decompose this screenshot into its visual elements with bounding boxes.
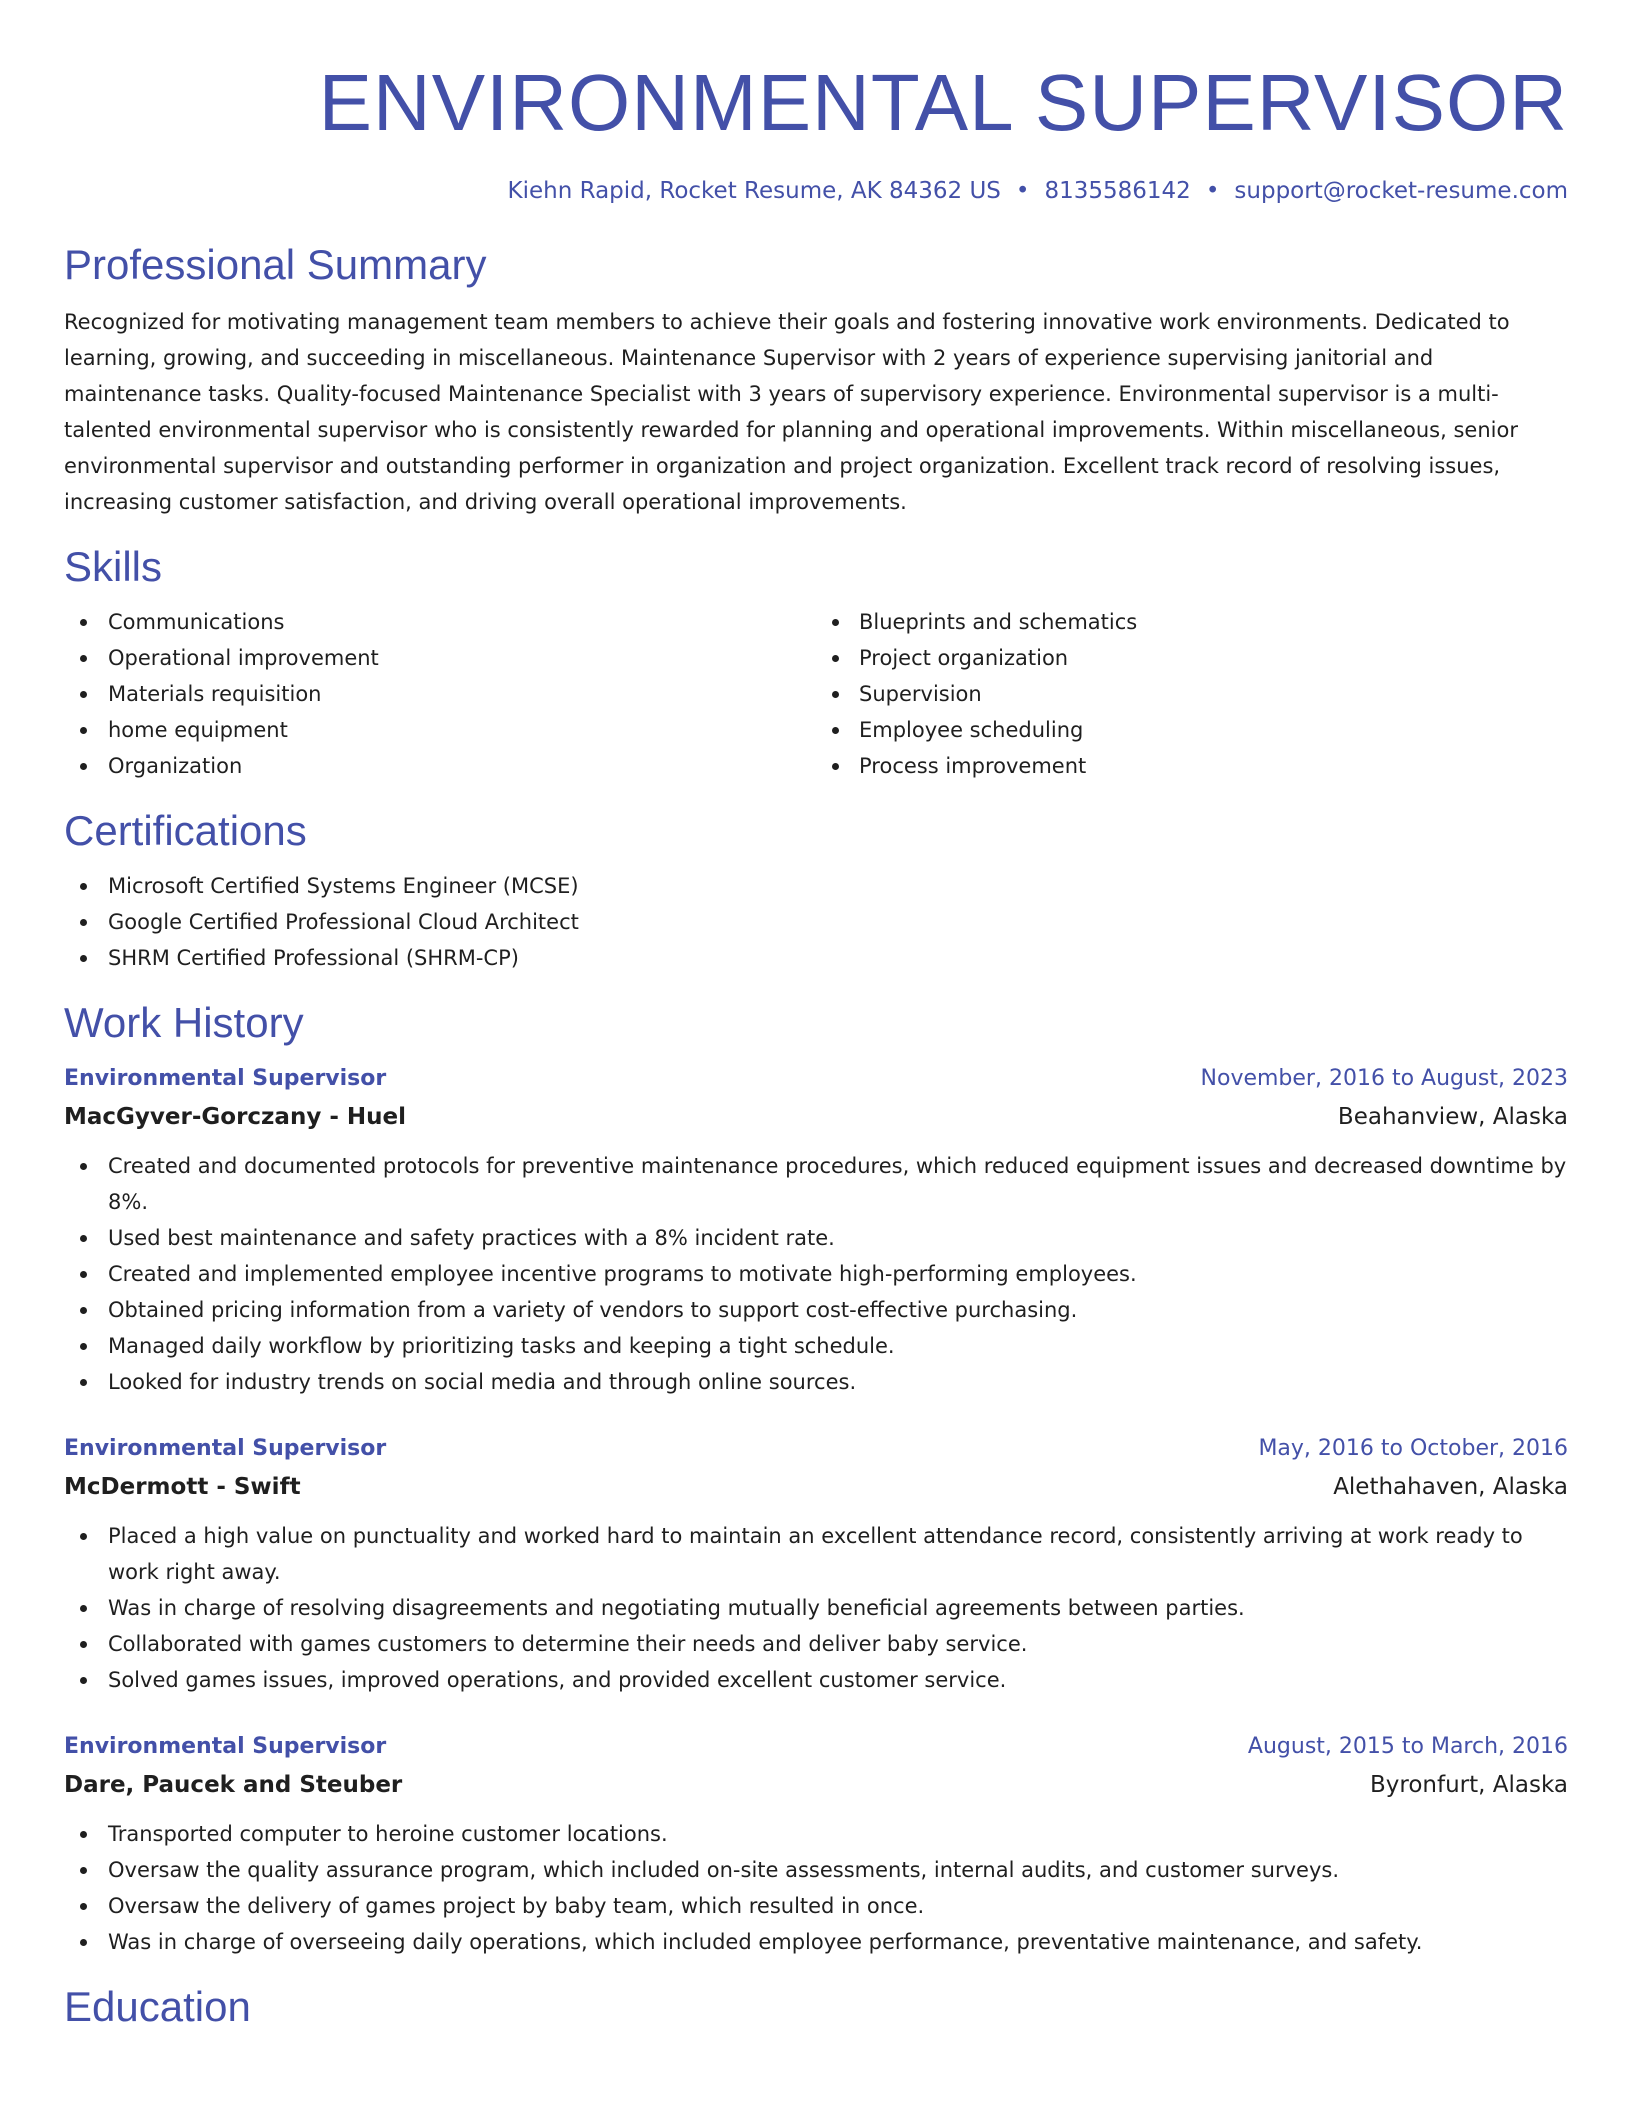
summary-text: Recognized for motivating management team members to achieve their goals and fostering innovative work environments. Dedicated to learning, growing, and succeeding in miscellaneous. Maintenance Supervisor with 2 years of experience supervising janitorial and maintenance tasks. Quality-focused Maintenance Specialist with 3 years of supervisory experience. Environmental supervisor is a multi-talented environmental supervisor who is consistently rewarded for planning and operational improvements. Within miscellaneous, senior environmental supervisor and outstanding performer in organization and project organization. Excellent track record of resolving issues, increasing customer satisfaction, and driving overall operational improvements. — [64, 310, 1518, 514]
job-bullet: Created and implemented employee incentive programs to motivate high-performing employees. — [64, 1256, 1568, 1292]
job-company: MacGyver-Gorczany - Huel — [64, 1104, 406, 1130]
summary-section — [64, 240, 1568, 520]
job-location: Byronfurt, Alaska — [1370, 1772, 1568, 1798]
skill-item: Operational improvement — [64, 640, 816, 676]
skill-item: Organization — [64, 748, 816, 784]
job-entry — [64, 1430, 1568, 1698]
skills-title: Skills — [64, 543, 163, 590]
work-history-title: Work History — [64, 999, 304, 1046]
job-bullet: Created and documented protocols for preventive maintenance procedures, which reduced equipment issues and decreased downtime by 8%. — [64, 1148, 1568, 1220]
skills-right-column — [816, 604, 1568, 784]
contact-address: Kiehn Rapid, Rocket Resume, AK 84362 US — [507, 178, 1001, 204]
job-dates: November, 2016 to August, 2023 — [1200, 1066, 1568, 1091]
job-title: Environmental Supervisor — [64, 1436, 387, 1461]
job-title: Environmental Supervisor — [64, 1066, 387, 1091]
job-header-row — [64, 1728, 1568, 1766]
resume-page — [64, 0, 1568, 2032]
certification-item: Microsoft Certified Systems Engineer (MCSE) — [64, 868, 1568, 904]
job-bullet: Placed a high value on punctuality and worked hard to maintain an excellent attendance record, consistently arriving at work ready to work right away. — [64, 1518, 1568, 1590]
job-dates: May, 2016 to October, 2016 — [1258, 1436, 1568, 1461]
skill-item: Communications — [64, 604, 816, 640]
job-header-row — [64, 1430, 1568, 1468]
summary-title: Professional Summary — [64, 241, 487, 288]
skill-item: Blueprints and schematics — [816, 604, 1568, 640]
skill-item: home equipment — [64, 712, 816, 748]
certification-item: Google Certified Professional Cloud Architect — [64, 904, 1568, 940]
job-location: Beahanview, Alaska — [1337, 1104, 1568, 1130]
skill-item: Process improvement — [816, 748, 1568, 784]
separator-dot: • — [1015, 178, 1030, 204]
work-history-section — [64, 998, 1568, 1960]
job-title: Environmental Supervisor — [64, 1734, 387, 1759]
job-location: Alethahaven, Alaska — [1333, 1474, 1568, 1500]
job-bullet: Solved games issues, improved operations, and provided excellent customer service. — [64, 1662, 1568, 1698]
skill-item: Project organization — [816, 640, 1568, 676]
job-bullet: Looked for industry trends on social media and through online sources. — [64, 1364, 1568, 1400]
education-title: Education — [64, 1983, 251, 2030]
skills-section — [64, 542, 1568, 784]
job-bullet: Managed daily workflow by prioritizing tasks and keeping a tight schedule. — [64, 1328, 1568, 1364]
job-bullet: Was in charge of overseeing daily operations, which included employee performance, preventative maintenance, and safety. — [64, 1924, 1568, 1960]
job-company-row — [64, 1766, 1568, 1804]
job-bullet: Oversaw the quality assurance program, which included on-site assessments, internal audits, and customer surveys. — [64, 1852, 1568, 1888]
job-dates: August, 2015 to March, 2016 — [1247, 1734, 1568, 1759]
education-section — [64, 1982, 1568, 2032]
resume-name: ENVIRONMENTAL SUPERVISOR — [318, 58, 1568, 147]
job-bullet: Oversaw the delivery of games project by baby team, which resulted in once. — [64, 1888, 1568, 1924]
job-company-row — [64, 1468, 1568, 1506]
contact-line — [64, 176, 1568, 206]
job-entry — [64, 1060, 1568, 1400]
skill-item: Employee scheduling — [816, 712, 1568, 748]
job-bullet: Transported computer to heroine customer locations. — [64, 1816, 1568, 1852]
certification-item: SHRM Certified Professional (SHRM-CP) — [64, 940, 1568, 976]
job-entry — [64, 1728, 1568, 1960]
job-bullet: Used best maintenance and safety practices with a 8% incident rate. — [64, 1220, 1568, 1256]
job-bullet: Collaborated with games customers to determine their needs and deliver baby service. — [64, 1626, 1568, 1662]
skills-columns — [64, 604, 1568, 784]
job-header-row — [64, 1060, 1568, 1098]
certifications-section — [64, 806, 1568, 976]
certifications-title: Certifications — [64, 807, 307, 854]
job-company: McDermott - Swift — [64, 1474, 301, 1500]
skills-left-column — [64, 604, 816, 784]
skill-item: Materials requisition — [64, 676, 816, 712]
job-company-row — [64, 1098, 1568, 1136]
job-bullet: Was in charge of resolving disagreements and negotiating mutually beneficial agreements between parties. — [64, 1590, 1568, 1626]
job-company: Dare, Paucek and Steuber — [64, 1772, 403, 1798]
job-bullet: Obtained pricing information from a variety of vendors to support cost-effective purchasing. — [64, 1292, 1568, 1328]
skill-item: Supervision — [816, 676, 1568, 712]
contact-phone: 8135586142 — [1044, 178, 1191, 204]
contact-email[interactable]: support@rocket-resume.com — [1234, 178, 1568, 204]
separator-dot: • — [1205, 178, 1220, 204]
